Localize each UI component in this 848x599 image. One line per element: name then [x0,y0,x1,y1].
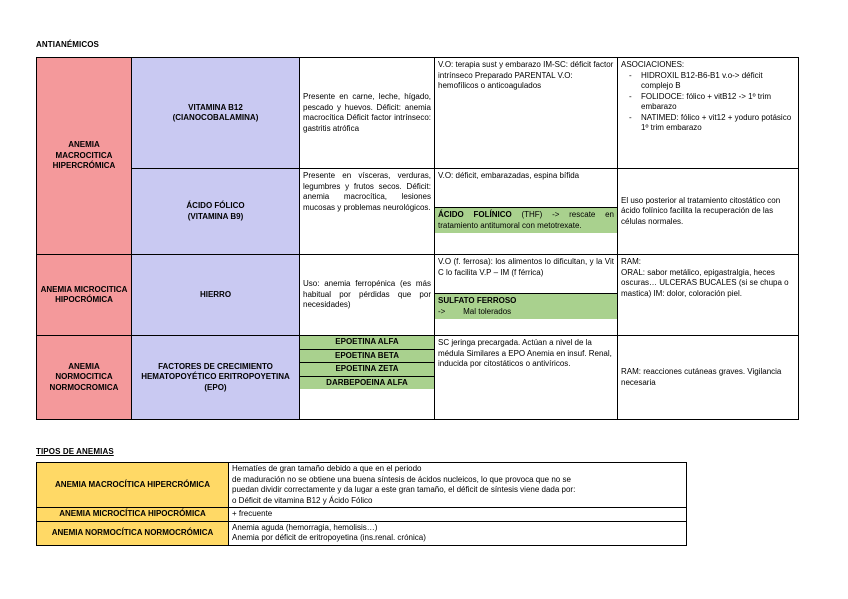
hierro-description: Uso: anemia ferropénica (es más habitual por pérdidas que por necesidades) [300,255,435,336]
section-heading-antianemicos: ANTIANÉMICOS [36,40,99,49]
association-item: - HIDROXIL B12-B6-B1 v.o-> déficit complejo B [641,71,795,92]
drug-acido-folico: ÁCIDO FÓLICO (VITAMINA B9) [132,169,300,255]
drug-factores-crecimiento: FACTORES DE CRECIMIENTO HEMATOPOYÉTICO ERITROPOYETINA (EPO) [132,336,300,420]
section-heading-tipos: TIPOS DE ANEMIAS [36,447,114,456]
epo-item: DARBEPOEINA ALFA [300,377,434,390]
type-macrocitica: ANEMIA MACROCÍTICA HIPERCRÓMICA [37,463,229,508]
b12-description: Presente en carne, leche, hígado, pescado y huevos. Déficit: anemia macrocítica Déficit factor intrínseco: gastritis atrófica [300,58,435,169]
epo-item: EPOETINA ZETA [300,363,434,377]
folico-administration: V.O: déficit, embarazadas, espina bífida ÁCIDO FOLÍNICO (THF) -> rescate en tratamiento antitumoral con metotrexate. [435,169,618,255]
folico-ram: El uso posterior al tratamiento citostático con ácido folínico facilita la recuperación de las células normales. [618,169,799,255]
b12-associations: ASOCIACIONES: - HIDROXIL B12-B6-B1 v.o-> déficit complejo B - FOLIDOCE: fólico + vitB12 -> 1º trim embarazo - NATIMED: fólico + vit12 + yoduro potásico 1º trim embarazo [618,58,799,169]
epo-item: EPOETINA ALFA [300,336,434,350]
sulfato-ferroso-note: SULFATO FERROSO -> Mal tolerados [435,293,617,319]
acido-folinico-note: ÁCIDO FOLÍNICO (THF) -> rescate en tratamiento antitumoral con metotrexate. [435,207,617,233]
type-normocitica-desc: Anemia aguda (hemorragia, hemolisis…) Anemia por déficit de eritropoyetina (ins.renal. crónica) [229,521,687,545]
tipos-anemias-table [36,462,687,546]
hierro-administration: V.O (f. ferrosa): los alimentos lo dificultan, y la Vit C lo facilita V.P – IM (f férrica) SULFATO FERROSO -> Mal tolerados [435,255,618,336]
type-macrocitica-desc: Hematíes de gran tamaño debido a que en el periodo de maduración no se obtiene una buena síntesis de ácidos nucleicos, lo que provoca que no se puedan dividir correctamente y da lugar a este gran tamaño, el déficit de síntesis viene dada por: o Déficit de vitamina B12 y Ácido Fólico [229,463,687,508]
drug-vitamina-b12: VITAMINA B12 (CIANOCOBALAMINA) [132,58,300,169]
epo-administration: SC jeringa precargada. Actúan a nivel de la médula Similares a EPO Anemia en insuf. Renal, inducida por citostáticos o antivíricos. [435,336,618,420]
association-item: - NATIMED: fólico + vit12 + yoduro potásico 1º trim embarazo [641,113,795,134]
type-microcitica-desc: + frecuente [229,508,687,522]
group-macrocitica: ANEMIA MACROCITICA HIPERCRÓMICA [37,58,132,255]
group-microcitica: ANEMIA MICROCITICA HIPOCRÓMICA [37,255,132,336]
epo-item: EPOETINA BETA [300,350,434,364]
association-item: - FOLIDOCE: fólico + vitB12 -> 1º trim embarazo [641,92,795,113]
folico-description: Presente en vísceras, verduras, legumbres y frutos secos. Déficit: anemia macrocítica, lesiones mucosas y problemas neurológicos. [300,169,435,255]
epo-list [300,336,435,420]
type-microcitica: ANEMIA MICROCÍTICA HIPOCRÓMICA [37,508,229,522]
epo-ram: RAM: reacciones cutáneas graves. Vigilancia necesaria [618,336,799,420]
type-normocitica: ANEMIA NORMOCÍTICA NORMOCRÓMICA [37,521,229,545]
drug-hierro: HIERRO [132,255,300,336]
b12-administration: V.O: terapia sust y embarazo IM-SC: déficit factor intrínseco Preparado PARENTAL V.O: hemofílicos o anticoagulados [435,58,618,169]
antianemicos-table [36,57,799,420]
hierro-ram: RAM: ORAL: sabor metálico, epigastralgia, heces oscuras… ULCERAS BUCALES (si se chupa o mastica) IM: dolor, coloración piel. [618,255,799,336]
group-normocitica: ANEMIA NORMOCITICA NORMOCROMICA [37,336,132,420]
